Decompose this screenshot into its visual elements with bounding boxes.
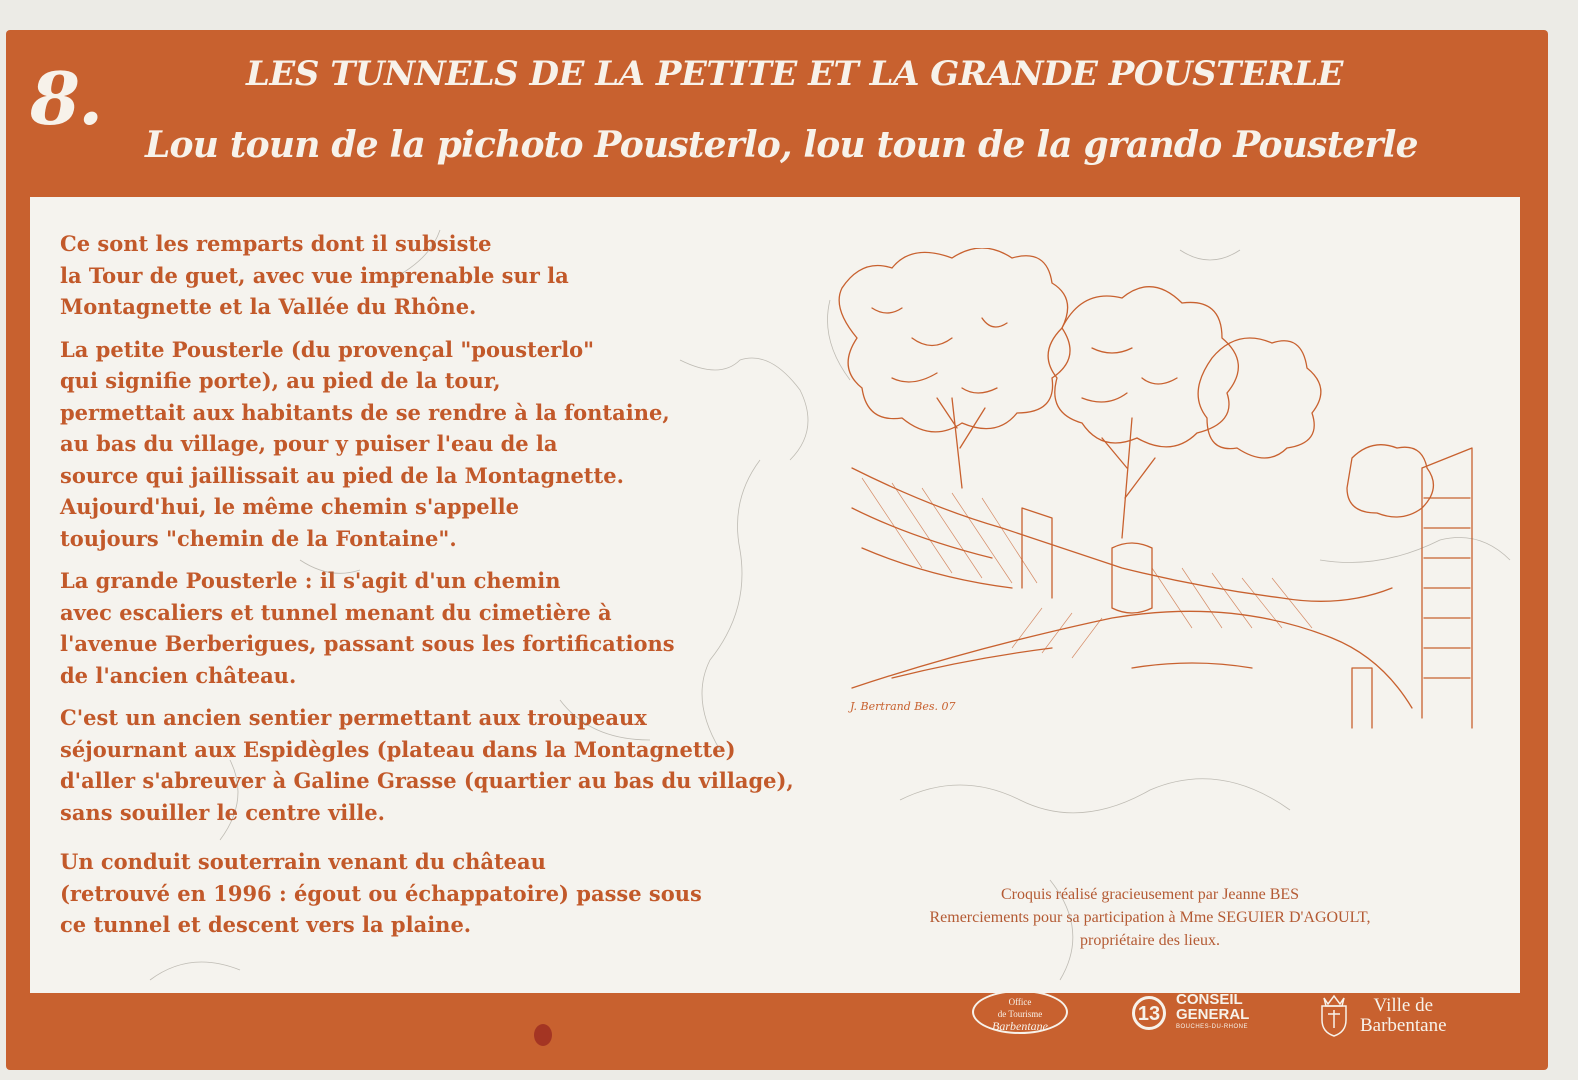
red-stain xyxy=(534,1024,552,1046)
coat-of-arms-icon xyxy=(1314,992,1354,1038)
office-tourisme-logo: Office de Tourisme Barbentane xyxy=(972,990,1068,1034)
paragraph-remparts: Ce sont les remparts dont il subsiste la Tour de guet, avec vue imprenable sur la Montagnette et la Vallée du Rhône. xyxy=(60,231,569,319)
credits xyxy=(880,883,1420,952)
paragraph-grande-pousterle: La grande Pousterle : il s'agit d'un chemin avec escaliers et tunnel menant du cimetière à l'avenue Berberigues, passant sous les fortifications de l'ancien château. xyxy=(60,568,675,688)
ville-barbentane-logo: Ville de Barbentane xyxy=(1310,992,1510,1040)
conseil-general-logo: 13 CONSEIL GENERAL BOUCHES-DU-RHONE xyxy=(1130,990,1270,1034)
sponsor-logos xyxy=(960,990,1520,1050)
sketch-signature: J. Bertrand Bes. 07 xyxy=(850,700,956,713)
credit-owner: propriétaire des lieux. xyxy=(1080,932,1220,949)
credit-sketch: Croquis réalisé gracieusement par Jeanne BES xyxy=(1000,886,1300,903)
title-french: LES TUNNELS DE LA PETITE ET LA GRANDE POUSTERLE xyxy=(246,54,1343,94)
paragraph-petite-pousterle: La petite Pousterle (du provençal "pousterlo" qui signifie porte), au pied de la tour, permettait aux habitants de se rendre à la fontaine, au bas du village, pour y puiser l'eau de la source qui jaillissait au pied de la Montagnette. Aujourd'hui, le même chemin s'appelle toujours "chemin de la Fontaine". xyxy=(60,336,670,551)
body-text xyxy=(60,228,920,952)
pen-sketch-illustration xyxy=(832,248,1492,748)
credit-thanks: Remerciements pour sa participation à Mme SEGUIER D'AGOULT, xyxy=(929,909,1371,926)
paragraph-sentier: C'est un ancien sentier permettant aux troupeaux séjournant aux Espidègles (plateau dans la Montagnette) d'aller s'abreuver à Galine Grasse (quartier au bas du village), sans souiller le centre ville. xyxy=(60,705,794,825)
title-provencal: Lou toun de la pichoto Pousterlo, lou toun de la grando Pousterle xyxy=(145,124,1418,166)
paragraph-conduit: Un conduit souterrain venant du château (retrouvé en 1996 : égout ou échappatoire) passe sous ce tunnel et descent vers la plaine. xyxy=(60,849,702,937)
cg-13-icon: 13 xyxy=(1132,996,1166,1030)
sign-number: 8. xyxy=(30,56,102,141)
